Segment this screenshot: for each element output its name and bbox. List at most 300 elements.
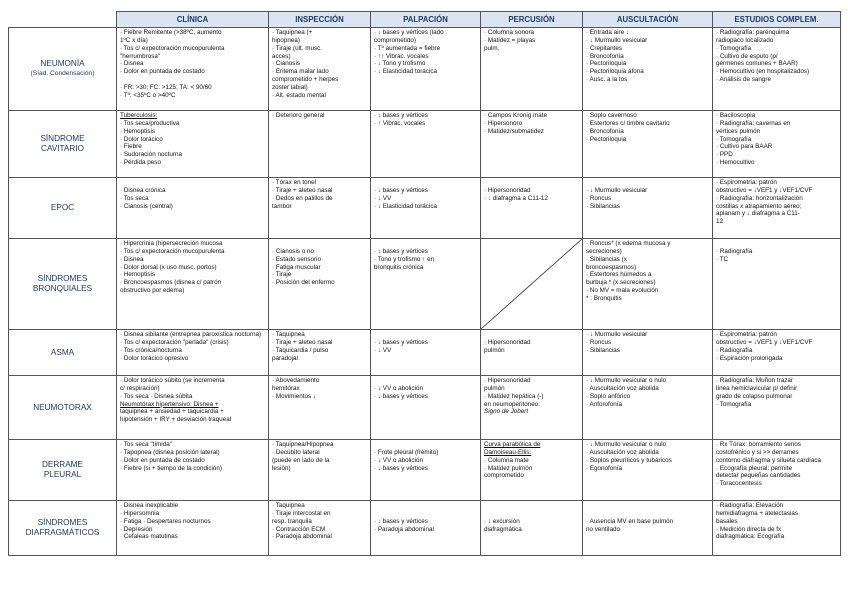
cell-line: · Sibilancias [586, 202, 620, 210]
cell-estudios [713, 501, 841, 556]
row-header [9, 28, 117, 111]
cell-line: · Dolor torácico súbito (se incrementa [120, 377, 225, 384]
cell-line: lesión) [272, 464, 291, 472]
cell-line: acces) [272, 52, 291, 60]
cell-auscultacion [583, 28, 713, 111]
row-name-line2: CAVITARIO [41, 144, 84, 153]
cell-palpacion [371, 28, 481, 111]
cell-line: · Entrada aire ↓ [586, 29, 630, 36]
cell-line: secreciones) [586, 247, 622, 255]
col-header-auscultacion: AUSCULTACIÓN [583, 12, 713, 28]
cell-line: · Paradoja abdominal [272, 533, 332, 541]
cell-line: · Matidez = playas [484, 36, 536, 44]
cell-line: · Espiración prolongada [716, 354, 783, 362]
cell-line: · Decúbito lateral [272, 448, 320, 456]
cell-line: tambor [272, 202, 292, 210]
cell-line: · Radiografía: Elevación [716, 502, 784, 509]
cell-line [374, 377, 477, 385]
cell-line: · Disnea sibilante (entrepnea paroxística nocturna) [120, 331, 262, 338]
cell-line: · Dolor en puntada de costado [120, 456, 205, 464]
cell-estudios [713, 330, 841, 376]
cell-line: · Soplos pleuríticos y tubáricos [586, 456, 672, 464]
cell-line: * : Bronquitis [586, 294, 622, 302]
row-header [9, 376, 117, 440]
cell-line: · Hipersonoridad [484, 377, 531, 384]
cell-line: · Radiografía: cavernas en [716, 119, 791, 127]
cell-line: · Egonofonía [586, 464, 623, 472]
cell-line: · Fiebre [120, 143, 142, 151]
cell-clinica [117, 440, 269, 501]
cell-line: · Análisis de sangre [716, 76, 771, 84]
cell-line: Curva parabólica de [484, 441, 541, 448]
cell-line: · Tomografía [716, 400, 752, 408]
cell-auscultacion [583, 440, 713, 501]
cell-line: resp. tranquila [272, 517, 312, 525]
cell-line: · ↓ VV [374, 346, 392, 354]
cell-line: · Campos Kronig mate [484, 112, 547, 119]
cell-line: · Matidez/submatidez [484, 127, 544, 135]
cell-inspeccion [269, 376, 371, 440]
cell-line: · Tos seca [120, 194, 149, 202]
cell-palpacion [371, 440, 481, 501]
cell-line: · Tiraje + aleteo nasal [272, 338, 333, 346]
cell-line: · Fatiga muscular [272, 263, 321, 271]
cell-line: · Posición del enfermo [272, 279, 335, 287]
cell-line: · Cianosis (central) [120, 202, 173, 210]
cell-inspeccion [269, 111, 371, 178]
header-row [9, 12, 841, 28]
cell-inspeccion [269, 501, 371, 556]
cell-line [374, 179, 477, 187]
cell-line: Neumotórax hipertensivo: Disnea + [120, 400, 219, 408]
cell-line: pulmón [484, 346, 505, 354]
cell-line: · No MV = mala evolución [586, 287, 659, 295]
cell-line: · Taquipnea [272, 502, 305, 509]
cell-line: · Tomografía [716, 44, 752, 52]
cell-clinica [117, 501, 269, 556]
cell-line [120, 76, 265, 84]
cell-line: · ↓ Murmullo vesicular [586, 331, 648, 338]
cell-line: · ↓ bases y vértices (lado [374, 29, 444, 36]
cell-line: · Taquicardia / pulso [272, 346, 329, 354]
cell-line [120, 179, 265, 187]
cell-line: · Depresión [120, 525, 153, 533]
cell-percusion [481, 330, 583, 376]
cell-line [374, 331, 477, 339]
cell-line: · Dolor en puntada de costado [120, 68, 205, 76]
cell-line: · Taquipnea (+ [272, 29, 313, 36]
row-header [9, 178, 117, 239]
cell-line: no ventilado [586, 525, 620, 533]
cell-clinica [117, 239, 269, 330]
cell-line: comprometido) [374, 36, 416, 44]
cell-line [484, 510, 579, 518]
cell-line: · Estertores húmedos a [586, 271, 652, 279]
cell-line: · Roncus [586, 194, 612, 202]
cell-line: · Ausencia MV en base pulmón [586, 517, 674, 525]
row-header [9, 440, 117, 501]
cell-line: · Abovedamiento [272, 377, 320, 384]
cell-line: línea hemiclavicular p/ definir [716, 384, 798, 392]
cell-line: · Broncofonía [586, 52, 624, 60]
cell-line: · Sibilancias [586, 346, 620, 354]
cell-line: · ↓ bases y vértices [374, 186, 428, 194]
cell-line: · Eritema malar lado [272, 68, 329, 76]
cell-line: · Hipersomnia [120, 509, 160, 517]
cell-line: · Pérdida peso [120, 159, 161, 167]
cell-line: · Toracocentesis [716, 480, 762, 488]
table-row [9, 440, 841, 501]
cell-line: costillas x atrapamiento aéreo; [716, 202, 802, 210]
table-row [9, 239, 841, 330]
cell-line: · Espirometría: patrón [716, 331, 777, 338]
cell-line: zoster labial) [272, 83, 308, 91]
cell-line: · Dolor torácico opresivo [120, 354, 189, 362]
cell-line: · Radiografía [716, 346, 753, 354]
cell-line: Signo de Jobert [484, 408, 529, 416]
cell-line: hipopnea) [272, 36, 301, 44]
cell-line: · ↓ VV o abolición [374, 384, 424, 392]
cell-line [716, 240, 837, 248]
cell-line: · ↓ bases y vértices [374, 464, 428, 472]
cell-line: · Tiraje (ult. musc. [272, 44, 323, 52]
row-name: ASMA [50, 347, 75, 357]
cell-line: · Hipersonoro [484, 119, 523, 127]
cell-line: pulm. [484, 44, 500, 52]
table-row [9, 330, 841, 376]
cell-line: · Pectoriloquia áfona [586, 68, 644, 76]
col-header-clinica: CLÍNICA [117, 12, 269, 28]
cell-inspeccion [269, 178, 371, 239]
cell-line: · Dedos en palillos de [272, 194, 333, 202]
row-name: SÍNDROMES [37, 518, 88, 527]
cell-line: · ↑↑ Vibrac. vocales [374, 52, 429, 60]
cell-line: · Roncus* (x edema mucosa y [586, 240, 671, 247]
cell-line: hipotensión + IRY + desviación traqueal [120, 416, 232, 424]
cell-line: radiopaco localizado [716, 36, 774, 44]
cell-clinica [117, 111, 269, 178]
cell-line: bronquitis crónica [374, 263, 424, 271]
cell-clinica [117, 178, 269, 239]
cell-line: · Fiebre Remitente (>38ºC, aumento [120, 29, 222, 36]
table-row [9, 28, 841, 111]
cell-line: comprometido [484, 472, 524, 480]
cell-line: · ↓ excursión [484, 517, 520, 525]
cell-percusion [481, 376, 583, 440]
table-row [9, 111, 841, 178]
cell-line: · Tiraje [272, 271, 292, 279]
table-row [9, 501, 841, 556]
table-row [9, 178, 841, 239]
cell-estudios [713, 239, 841, 330]
cell-line: · Hemocultivo (en hospitalizados) [716, 68, 810, 76]
cell-line: · Baciloscopia [716, 112, 756, 119]
cell-estudios [713, 440, 841, 501]
cell-line: · Cultivo de esputo (p/ [716, 52, 778, 60]
cell-clinica [117, 330, 269, 376]
cell-line: · Columna sonora [484, 29, 535, 36]
cell-line: · PPD [716, 151, 733, 159]
cell-line: · Tº aumentada = fiebre [374, 44, 441, 52]
cell-line: · ↓ bases y vértices [374, 112, 428, 119]
cell-line: grado de colapso pulmonar [716, 392, 793, 400]
cell-palpacion [371, 111, 481, 178]
cell-line: · Sudoración nocturna [120, 151, 182, 159]
cell-line: · ↓ VV o abolición [374, 456, 424, 464]
cell-line: c/ respiración) [120, 384, 160, 392]
cell-line: · Estertores c/ timbre cavitario [586, 119, 670, 127]
cell-line: · Cefaleas matutinas [120, 533, 178, 541]
cell-line: · Tapopnea (disnea posición lateral) [120, 448, 220, 456]
cell-line: · Radiografía: horizontalización [716, 194, 803, 202]
cell-line: · Frote pleural (frémito) [374, 448, 439, 456]
cell-line: · ↓ bases y vértices [374, 517, 428, 525]
cell-line: pulmón [484, 384, 505, 392]
cell-auscultacion [583, 376, 713, 440]
cell-line: · ↓ VV [374, 194, 392, 202]
cell-clinica [117, 376, 269, 440]
cell-line: · Radiografía: parénquima [716, 29, 790, 36]
cell-line: · Ausc. a la tos [586, 76, 628, 84]
cell-line: · Tomografía [716, 135, 752, 143]
cell-line: · Tono y trofismo ↑ en [374, 255, 435, 263]
cell-line: · Crepitantes [586, 44, 623, 52]
table-body [9, 28, 841, 556]
cell-line: · Pectoriloquia [586, 60, 627, 68]
cell-auscultacion [583, 178, 713, 239]
cell-inspeccion [269, 440, 371, 501]
cell-line: · Disnea [120, 60, 144, 68]
cell-line: · Pectoriloquia [586, 135, 627, 143]
cell-line: · Sibilancias (x [586, 255, 627, 263]
cell-line: · Fiebre (si + tiempo de la condición) [120, 464, 223, 472]
cell-line: gérmenes comunes + BAAR) [716, 60, 798, 68]
cell-estudios [713, 28, 841, 111]
cell-line: · Cianosis [272, 60, 300, 68]
row-name: EPOC [50, 203, 75, 212]
row-name: NEUMOTORAX [33, 402, 92, 412]
cell-line: · ↓ Murmullo vesicular [586, 186, 648, 194]
cell-line: "herrumbrosa" [120, 52, 161, 60]
cell-percusion [481, 501, 583, 556]
cell-line: Tuberculosis: [120, 112, 158, 119]
row-name-line2: BRONQUIALES [32, 284, 93, 293]
cell-auscultacion [583, 330, 713, 376]
cell-line: · Tiraje intercostal en [272, 509, 331, 517]
cell-line: · Tiraje + aleteo nasal [272, 186, 333, 194]
cell-line: burbuja * (x secreciones) [586, 279, 656, 287]
cell-clinica [117, 28, 269, 111]
cell-line: · Disnea [120, 255, 144, 263]
cell-line: · Radiografía [716, 247, 753, 255]
row-name-line2: DIAFRAGMÁTICOS [25, 528, 100, 537]
cell-line: · Disnea crónica [120, 186, 166, 194]
cell-inspeccion [269, 28, 371, 111]
cell-palpacion [371, 501, 481, 556]
cell-line: aplanam y ↓ diafragma a C11- [716, 210, 800, 218]
cell-line: · Hipersonoridad [484, 338, 531, 346]
cell-line: · Tos seca · Disnea súbita [120, 392, 193, 400]
row-header [9, 239, 117, 330]
cell-inspeccion [269, 239, 371, 330]
cell-line: · Espirometría: patrón [716, 179, 777, 186]
cell-percusion [481, 440, 583, 501]
cell-line: · ↓ Murmullo vesicular [586, 36, 648, 44]
cell-line: comprometido + herpes [272, 76, 339, 84]
cell-line [374, 502, 477, 510]
cell-line [586, 179, 709, 187]
row-name: SÍNDROMES [37, 274, 88, 283]
cell-line: · Auscultación voz abolida [586, 384, 659, 392]
cell-line: · Cianosis o no [272, 247, 314, 255]
row-header [9, 501, 117, 556]
cell-estudios [713, 178, 841, 239]
cell-line: · Tos c/ expectoración mucopurulenta [120, 247, 225, 255]
col-header-percusion: PERCUSIÓN [481, 12, 583, 28]
cell-line: · Columna mate [484, 456, 529, 464]
cell-line: · ↓ bases y vértices [374, 247, 428, 255]
cell-line: · Dolor torácico [120, 135, 163, 143]
cell-line: · Ecografía pleural: permite [716, 464, 792, 472]
cell-line: hemitórax [272, 384, 300, 392]
cell-line: obstructivo = ↓VEF1 y ↓VEF1/CVF [716, 338, 813, 346]
cell-line: · ↓ diafragma a C11-12 [484, 194, 548, 202]
cell-line: · Taquipnea/Hipopnea [272, 441, 334, 448]
cell-line: detectar pequeñas cantidades [716, 472, 801, 480]
cell-line: · Tórax en tonel [272, 179, 316, 186]
cell-line: hemidiafragma + atelectasias [716, 509, 799, 517]
cell-line [484, 502, 579, 510]
cell-line: · Anforofonía [586, 400, 623, 408]
cell-line: · Radiografía: Muñon trazar [716, 377, 793, 384]
cell-line: · Broncoespasmos (disnea c/ patrón [120, 279, 222, 287]
row-subname: (Síad. Condensación) [30, 70, 95, 77]
cell-line: · Matidez hepática (-) [484, 392, 544, 400]
cell-percusion [481, 178, 583, 239]
cell-line [586, 510, 709, 518]
col-header-palpacion: PALPACIÓN [371, 12, 481, 28]
cell-line: · Deterioro general [272, 112, 325, 119]
cell-line: broncoespasmos) [586, 263, 637, 271]
cell-line [374, 441, 477, 449]
cell-line: diafragmática: Ecografía [716, 533, 785, 541]
row-name: DERRAME [42, 460, 83, 469]
cell-line: · ↓ bases y vértices [374, 392, 428, 400]
cell-percusion [481, 111, 583, 178]
cell-line [484, 179, 579, 187]
row-header [9, 111, 117, 178]
cell-line [586, 502, 709, 510]
cell-line: · Medición directa de fx [716, 525, 782, 533]
cell-line: · ↓ Murmullo vesicular o nulo [586, 441, 667, 448]
cell-line: (puede en lado de la [272, 456, 330, 464]
cell-line: · Contracción ECM [272, 525, 326, 533]
cell-line: · Tos seca/productiva [120, 119, 180, 127]
corner-cell [9, 12, 117, 28]
cell-line: · Broncofonía [586, 127, 624, 135]
cell-line: · ↓ Murmullo vesicular o nulo [586, 377, 667, 384]
col-header-inspeccion: INSPECCIÓN [269, 12, 371, 28]
table-row [9, 376, 841, 440]
cell-palpacion [371, 178, 481, 239]
cell-line: · Hipersonoridad [484, 186, 531, 194]
cell-line: · Tos crónica/nocturna [120, 346, 182, 354]
cell-line: · Matidez pulmón [484, 464, 533, 472]
cell-line [484, 331, 579, 339]
syndromes-table [8, 11, 841, 556]
cell-line [272, 240, 367, 248]
cell-line: · Hemocultivo [716, 159, 755, 167]
cell-line: · Estado sensorio [272, 255, 322, 263]
cell-line: vértices pulmón [716, 127, 761, 135]
cell-palpacion [371, 376, 481, 440]
cell-line: obstructivo por edema) [120, 287, 185, 295]
cell-line: · Hemoptisis [120, 127, 155, 135]
cell-line: · Taquipnea [272, 331, 305, 338]
cell-line: · Alt. estado mental [272, 91, 326, 99]
cell-line: · Soplo anfórico [586, 392, 631, 400]
cell-line: · Tº: <35ºC o >40ºC [120, 91, 176, 99]
cell-auscultacion [583, 501, 713, 556]
cell-inspeccion [269, 330, 371, 376]
cell-line: en neumoperitoneo: [484, 400, 541, 408]
cell-line: · Disnea inexplicable [120, 502, 179, 509]
cell-line: · FR: >30; FC: >125; TA: < 90/60 [120, 83, 212, 91]
cell-palpacion [371, 330, 481, 376]
cell-line: 12 [716, 218, 724, 226]
cell-auscultacion [583, 239, 713, 330]
row-name: NEUMONÍA [40, 59, 85, 68]
cell-line: · Roncus [586, 338, 612, 346]
cell-line: · Hemoptisis [120, 271, 155, 279]
cell-line: · ↓ Elasticidad torácica [374, 68, 437, 76]
cell-line: · ↑ Vibrac. vocales [374, 119, 426, 127]
cell-line: obstructivo = ↓VEF1 y ↓VEF1/CVF [716, 186, 813, 194]
cell-line: · Cultivo para BAAR [716, 143, 773, 151]
cell-line: · Tos seca "tímida" [120, 441, 172, 448]
cell-line: · Auscultación voz abolida [586, 448, 659, 456]
cell-line: 1ºC x día) [120, 36, 148, 44]
cell-line: · Paradoja abdominal [374, 525, 434, 533]
cell-line: · Movimientos ↓ [272, 392, 317, 400]
cell-line: · Tos c/ expectoración mucopurulenta [120, 44, 225, 52]
cell-line: costofrénico y si >> derrames [716, 448, 799, 456]
cell-auscultacion [583, 111, 713, 178]
col-header-estudios: ESTUDIOS COMPLEM. [713, 12, 841, 28]
cell-line: diafragmática [484, 525, 522, 533]
cell-estudios [713, 111, 841, 178]
cell-line: basales [716, 517, 738, 525]
cell-line: · Hipercrinia (hipersecreción mucosa [120, 240, 223, 247]
row-header [9, 330, 117, 376]
cell-percusion [481, 28, 583, 111]
cell-estudios [713, 376, 841, 440]
cell-line: taquipnea + ansiedad + taquicardia + [120, 408, 224, 416]
cell-line: Damoiseau-Ellis: [484, 448, 532, 456]
cell-line: · Tos c/ expectoración "perlada" (crisis) [120, 338, 229, 346]
row-name-line2: PLEURAL [43, 470, 82, 479]
cell-line: · Soplo cavernoso [586, 112, 637, 119]
cell-line: · TC [716, 255, 729, 263]
cell-line: · Rx Tórax: borramiento senos [716, 441, 801, 448]
cell-line [374, 510, 477, 518]
cell-palpacion [371, 239, 481, 330]
cell-line: · ↓ bases y vértices [374, 338, 428, 346]
row-name: SÍNDROME [40, 134, 85, 143]
cell-line [374, 240, 477, 248]
cell-line: · ↓ Elasticidad torácica [374, 202, 437, 210]
cell-line: paradojal [272, 354, 298, 362]
